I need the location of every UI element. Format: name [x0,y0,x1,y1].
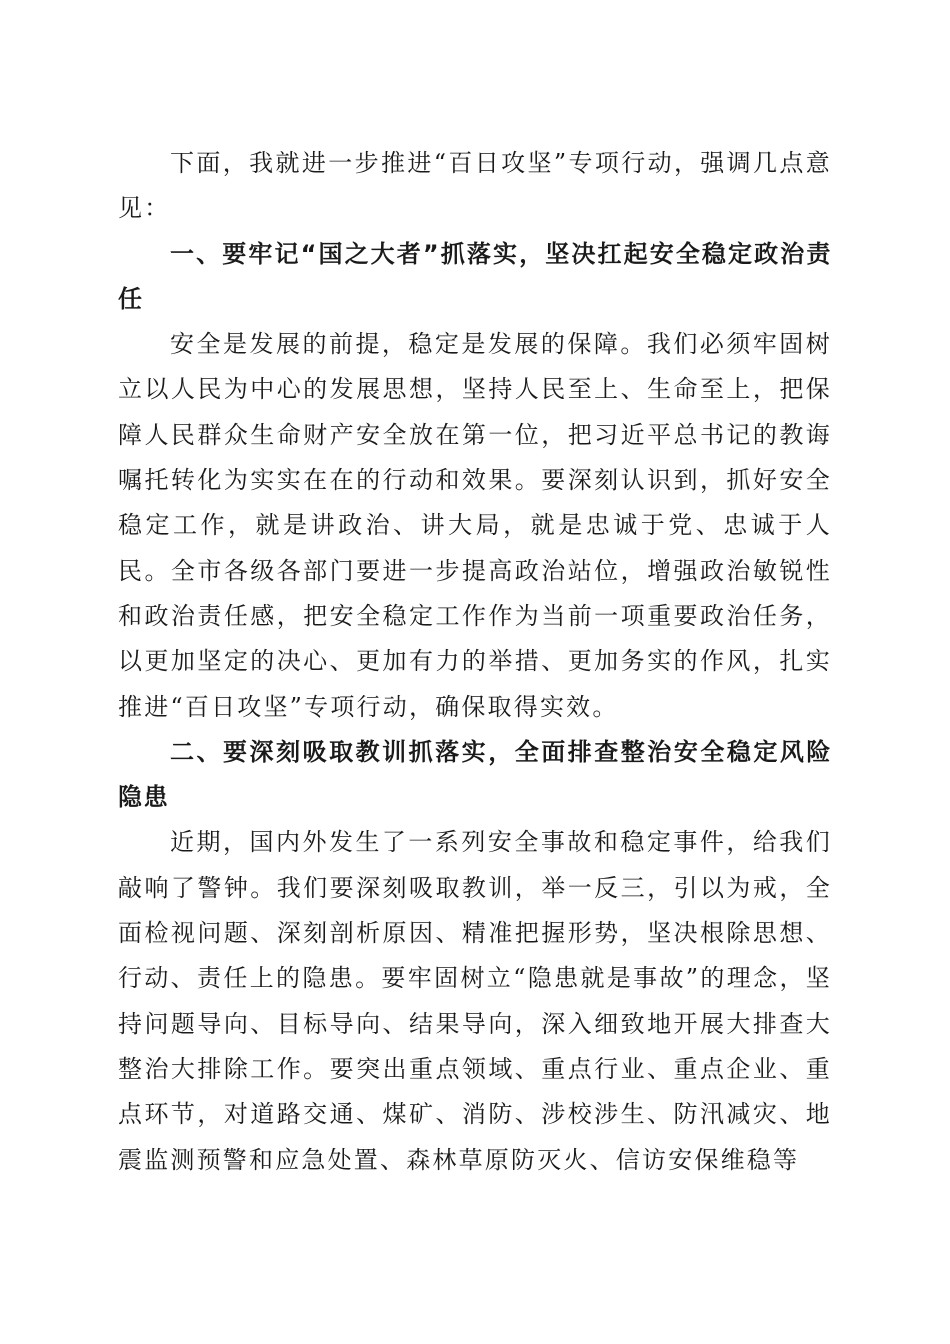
section-1-paragraph: 安全是发展的前提，稳定是发展的保障。我们必须牢固树立以人民为中心的发展思想，坚持人民至上、生命至上，把保障人民群众生命财产安全放在第一位，把习近平总书记的教诲嘱托转化为实实在在的行动和效果。要深刻认识到，抓好安全稳定工作，就是讲政治、讲大局，就是忠诚于党、忠诚于人民。全市各级各部门要进一步提高政治站位，增强政治敏锐性和政治责任感，把安全稳定工作作为当前一项重要政治任务，以更加坚定的决心、更加有力的举措、更加务实的作风，扎实推进“百日攻坚”专项行动，确保取得实效。 [118,330,832,721]
document-body [118,141,832,1183]
section-1-heading: 一、要牢记“国之大者”抓落实，坚决扛起安全稳定政治责任 [118,239,832,313]
section-2-paragraph: 近期，国内外发生了一系列安全事故和稳定事件，给我们敲响了警钟。我们要深刻吸取教训，举一反三，引以为戒，全面检视问题、深刻剖析原因、精准把握形势，坚决根除思想、行动、责任上的隐患。要牢固树立“隐患就是事故”的理念，坚持问题导向、目标导向、结果导向，深入细致地开展大排查大整治大排除工作。要突出重点领域、重点行业、重点企业、重点环节，对道路交通、煤矿、消防、涉校涉生、防汛减灾、地震监测预警和应急处置、森林草原防灭火、信访安保维稳等 [118,828,832,1174]
intro-paragraph: 下面，我就进一步推进“百日攻坚”专项行动，强调几点意见： [118,149,832,223]
section-2-heading: 二、要深刻吸取教训抓落实，全面排查整治安全稳定风险隐患 [118,737,832,812]
